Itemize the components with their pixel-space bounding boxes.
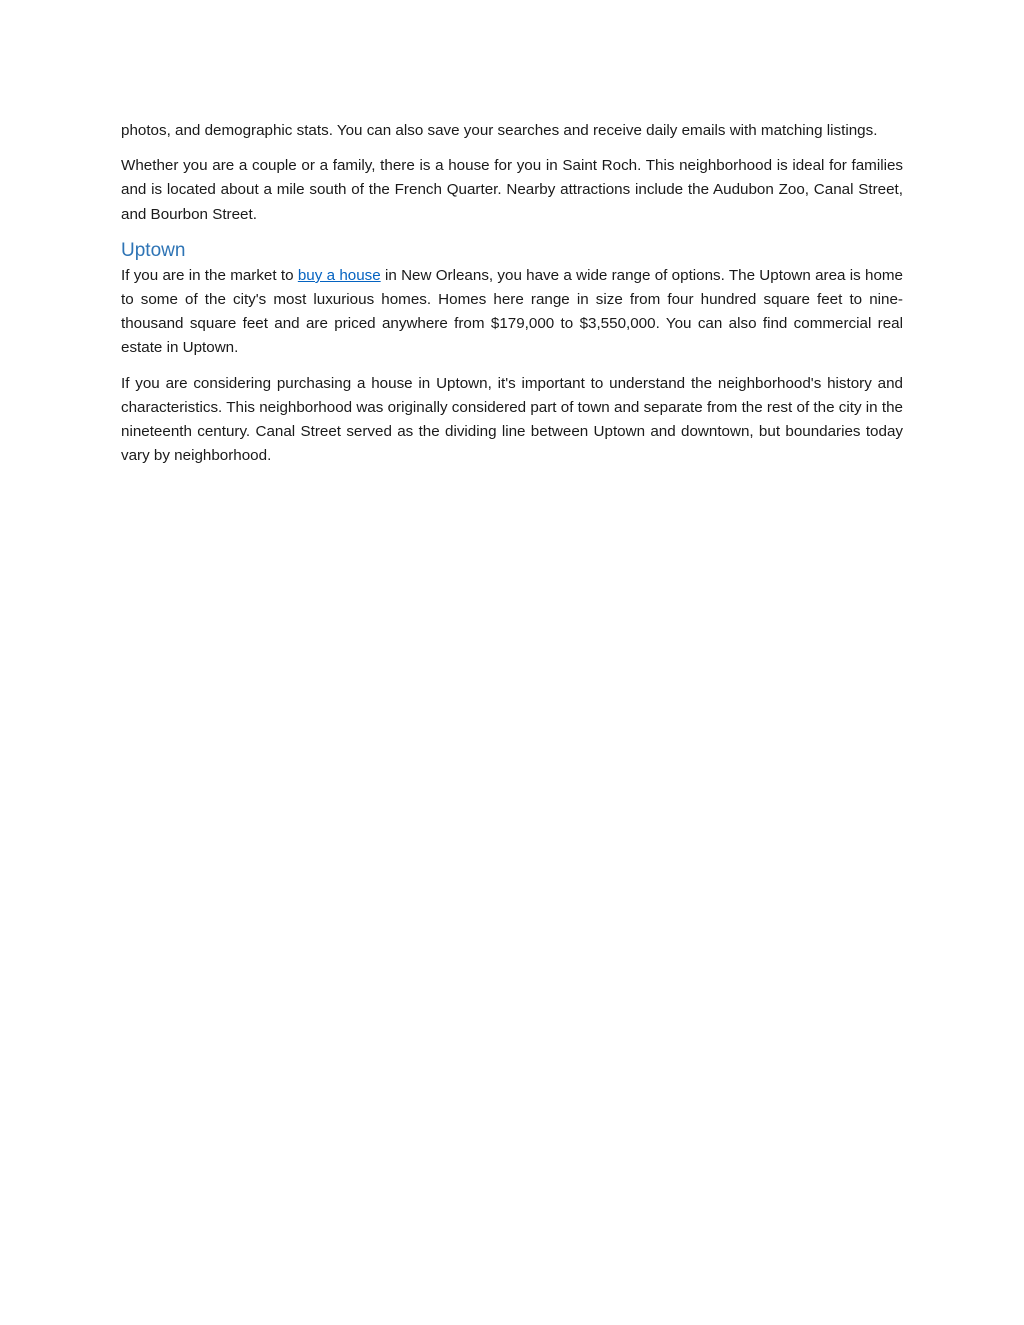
paragraph-uptown-market — [121, 264, 903, 361]
paragraph-text-before-link: If you are in the market to — [121, 266, 298, 284]
paragraph-text-after-link: in New Orleans, you have a wide range of options. The Uptown area is home to some of the city's most luxurious homes. Homes here range in size from four hundred square feet to nine-thousand square feet and are priced anywhere from $179,000 to $3,550,000. You can also find commercial real estate in Uptown. — [121, 266, 903, 357]
paragraph-search-features: photos, and demographic stats. You can also save your searches and receive daily emails with matching listings. — [121, 122, 878, 139]
paragraph-saint-roch: Whether you are a couple or a family, there is a house for you in Saint Roch. This neighborhood is ideal for families and is located about a mile south of the French Quarter. Nearby attractions include the Audubon Zoo, Canal Street, and Bourbon Street. — [121, 157, 903, 223]
document-page — [121, 119, 903, 479]
section-heading-uptown: Uptown — [121, 239, 186, 261]
buy-a-house-link[interactable]: buy a house — [297, 266, 381, 284]
paragraph-uptown-history: If you are considering purchasing a house in Uptown, it's important to understand the neighborhood's history and characteristics. This neighborhood was originally considered part of town and separate from the rest of the city in the nineteenth century. Canal Street served as the dividing line between Uptown and downtown, but boundaries today vary by neighborhood. — [121, 374, 903, 465]
